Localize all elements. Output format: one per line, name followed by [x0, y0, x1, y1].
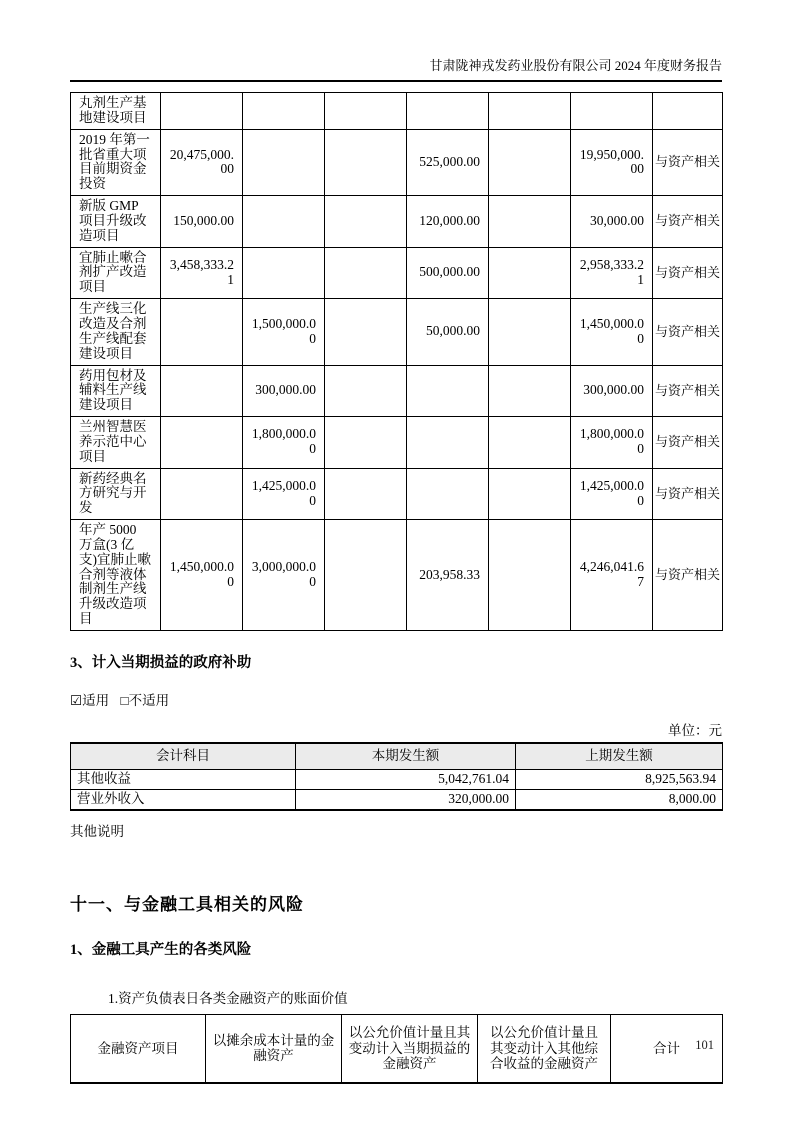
amount-cell: 525,000.00 [407, 129, 489, 195]
amount-cell [571, 93, 653, 130]
related-flag-cell: 与资产相关 [653, 365, 723, 417]
table-row [71, 129, 723, 195]
project-name-cell: 新版 GMP 项目升级改造项目 [71, 196, 161, 248]
subsection-caption-carrying-value: 1.资产负债表日各类金融资产的账面价值 [108, 991, 348, 1006]
column-header-amortized-cost: 以摊余成本计量的金融资产 [206, 1015, 342, 1083]
profit-loss-subsidy-table [70, 742, 723, 811]
amount-cell: 1,425,000.00 [571, 468, 653, 520]
amount-cell [489, 93, 571, 130]
amount-cell [325, 468, 407, 520]
column-header-total: 合计 [611, 1015, 723, 1083]
section-heading-government-subsidy: 3、计入当期损益的政府补助 [70, 655, 252, 671]
current-amount-cell: 5,042,761.04 [296, 770, 516, 790]
page-number: 101 [695, 1038, 714, 1052]
government-subsidy-deferred-table [70, 92, 723, 631]
amount-cell [489, 468, 571, 520]
table-row [71, 468, 723, 520]
amount-cell: 1,800,000.00 [243, 417, 325, 469]
unit-label: 单位：元 [668, 723, 722, 738]
related-flag-cell [653, 93, 723, 130]
amount-cell: 500,000.00 [407, 247, 489, 299]
report-title: 甘肃陇神戎发药业股份有限公司 2024 年度财务报告 [429, 58, 722, 73]
subject-cell: 营业外收入 [71, 790, 296, 811]
amount-cell: 4,246,041.67 [571, 520, 653, 631]
amount-cell: 1,800,000.00 [571, 417, 653, 469]
amount-cell [489, 365, 571, 417]
column-header-asset-item: 金融资产项目 [71, 1015, 206, 1083]
amount-cell [489, 417, 571, 469]
project-name-cell: 药用包材及辅料生产线建设项目 [71, 365, 161, 417]
amount-cell [325, 93, 407, 130]
amount-cell [407, 468, 489, 520]
table-row [71, 247, 723, 299]
table-header-row [71, 743, 723, 770]
table-row [71, 770, 723, 790]
applicable-checked-option: ☑适用 [70, 693, 110, 708]
amount-cell: 300,000.00 [243, 365, 325, 417]
amount-cell: 1,450,000.00 [161, 520, 243, 631]
table-row [71, 93, 723, 130]
amount-cell: 19,950,000.00 [571, 129, 653, 195]
prior-amount-cell: 8,000.00 [516, 790, 723, 811]
amount-cell [489, 299, 571, 365]
project-name-cell: 年产 5000 万盒(3 亿支)宜肺止嗽合剂等液体制剂生产线升级改造项目 [71, 520, 161, 631]
document-header [70, 0, 722, 82]
table-row [71, 417, 723, 469]
prior-amount-cell: 8,925,563.94 [516, 770, 723, 790]
table-row [71, 299, 723, 365]
table-row [71, 790, 723, 811]
amount-cell: 1,425,000.00 [243, 468, 325, 520]
amount-cell [489, 196, 571, 248]
column-header-fvoci: 以公允价值计量且其变动计入其他综合收益的金融资产 [478, 1015, 611, 1083]
related-flag-cell: 与资产相关 [653, 196, 723, 248]
amount-cell [161, 299, 243, 365]
amount-cell [325, 417, 407, 469]
related-flag-cell: 与资产相关 [653, 417, 723, 469]
amount-cell: 203,958.33 [407, 520, 489, 631]
amount-cell [325, 129, 407, 195]
amount-cell [407, 93, 489, 130]
amount-cell [325, 299, 407, 365]
financial-assets-carrying-value-table [70, 1014, 723, 1084]
amount-cell [325, 520, 407, 631]
amount-cell [489, 520, 571, 631]
amount-cell: 1,500,000.00 [243, 299, 325, 365]
subject-cell: 其他收益 [71, 770, 296, 790]
table-row [71, 520, 723, 631]
amount-cell [407, 417, 489, 469]
amount-cell [161, 93, 243, 130]
amount-cell: 1,450,000.00 [571, 299, 653, 365]
project-name-cell: 丸剂生产基地建设项目 [71, 93, 161, 130]
table-row [71, 365, 723, 417]
column-header-prior-period: 上期发生额 [516, 743, 723, 770]
amount-cell: 150,000.00 [161, 196, 243, 248]
amount-cell: 50,000.00 [407, 299, 489, 365]
project-name-cell: 兰州智慧医养示范中心项目 [71, 417, 161, 469]
amount-cell [489, 129, 571, 195]
not-applicable-option: □不适用 [120, 693, 170, 708]
amount-cell: 3,000,000.00 [243, 520, 325, 631]
related-flag-cell: 与资产相关 [653, 129, 723, 195]
amount-cell [243, 129, 325, 195]
column-header-fvtpl: 以公允价值计量且其变动计入当期损益的金融资产 [342, 1015, 478, 1083]
amount-cell: 300,000.00 [571, 365, 653, 417]
project-name-cell: 宜肺止嗽合剂扩产改造项目 [71, 247, 161, 299]
related-flag-cell: 与资产相关 [653, 468, 723, 520]
amount-cell [161, 417, 243, 469]
section-heading-financial-instrument-risk: 十一、与金融工具相关的风险 [70, 895, 304, 914]
amount-cell: 2,958,333.21 [571, 247, 653, 299]
amount-cell [489, 247, 571, 299]
amount-cell [325, 196, 407, 248]
table-header-row [71, 1015, 723, 1083]
amount-cell: 3,458,333.21 [161, 247, 243, 299]
related-flag-cell: 与资产相关 [653, 520, 723, 631]
other-note-label: 其他说明 [70, 824, 124, 839]
amount-cell [243, 247, 325, 299]
project-name-cell: 2019 年第一批省重大项目前期资金投资 [71, 129, 161, 195]
amount-cell [243, 93, 325, 130]
table-row [71, 196, 723, 248]
amount-cell [243, 196, 325, 248]
amount-cell [325, 247, 407, 299]
amount-cell [407, 365, 489, 417]
related-flag-cell: 与资产相关 [653, 247, 723, 299]
amount-cell: 30,000.00 [571, 196, 653, 248]
amount-cell [161, 468, 243, 520]
amount-cell: 20,475,000.00 [161, 129, 243, 195]
amount-cell [325, 365, 407, 417]
column-header-subject: 会计科目 [71, 743, 296, 770]
page-content [70, 0, 722, 1084]
amount-cell [161, 365, 243, 417]
current-amount-cell: 320,000.00 [296, 790, 516, 811]
applicability-line [70, 689, 722, 709]
project-name-cell: 新药经典名方研究与开发 [71, 468, 161, 520]
related-flag-cell: 与资产相关 [653, 299, 723, 365]
project-name-cell: 生产线三化改造及合剂生产线配套建设项目 [71, 299, 161, 365]
subsection-heading-risk-types: 1、金融工具产生的各类风险 [70, 942, 252, 958]
amount-cell: 120,000.00 [407, 196, 489, 248]
column-header-current-period: 本期发生额 [296, 743, 516, 770]
